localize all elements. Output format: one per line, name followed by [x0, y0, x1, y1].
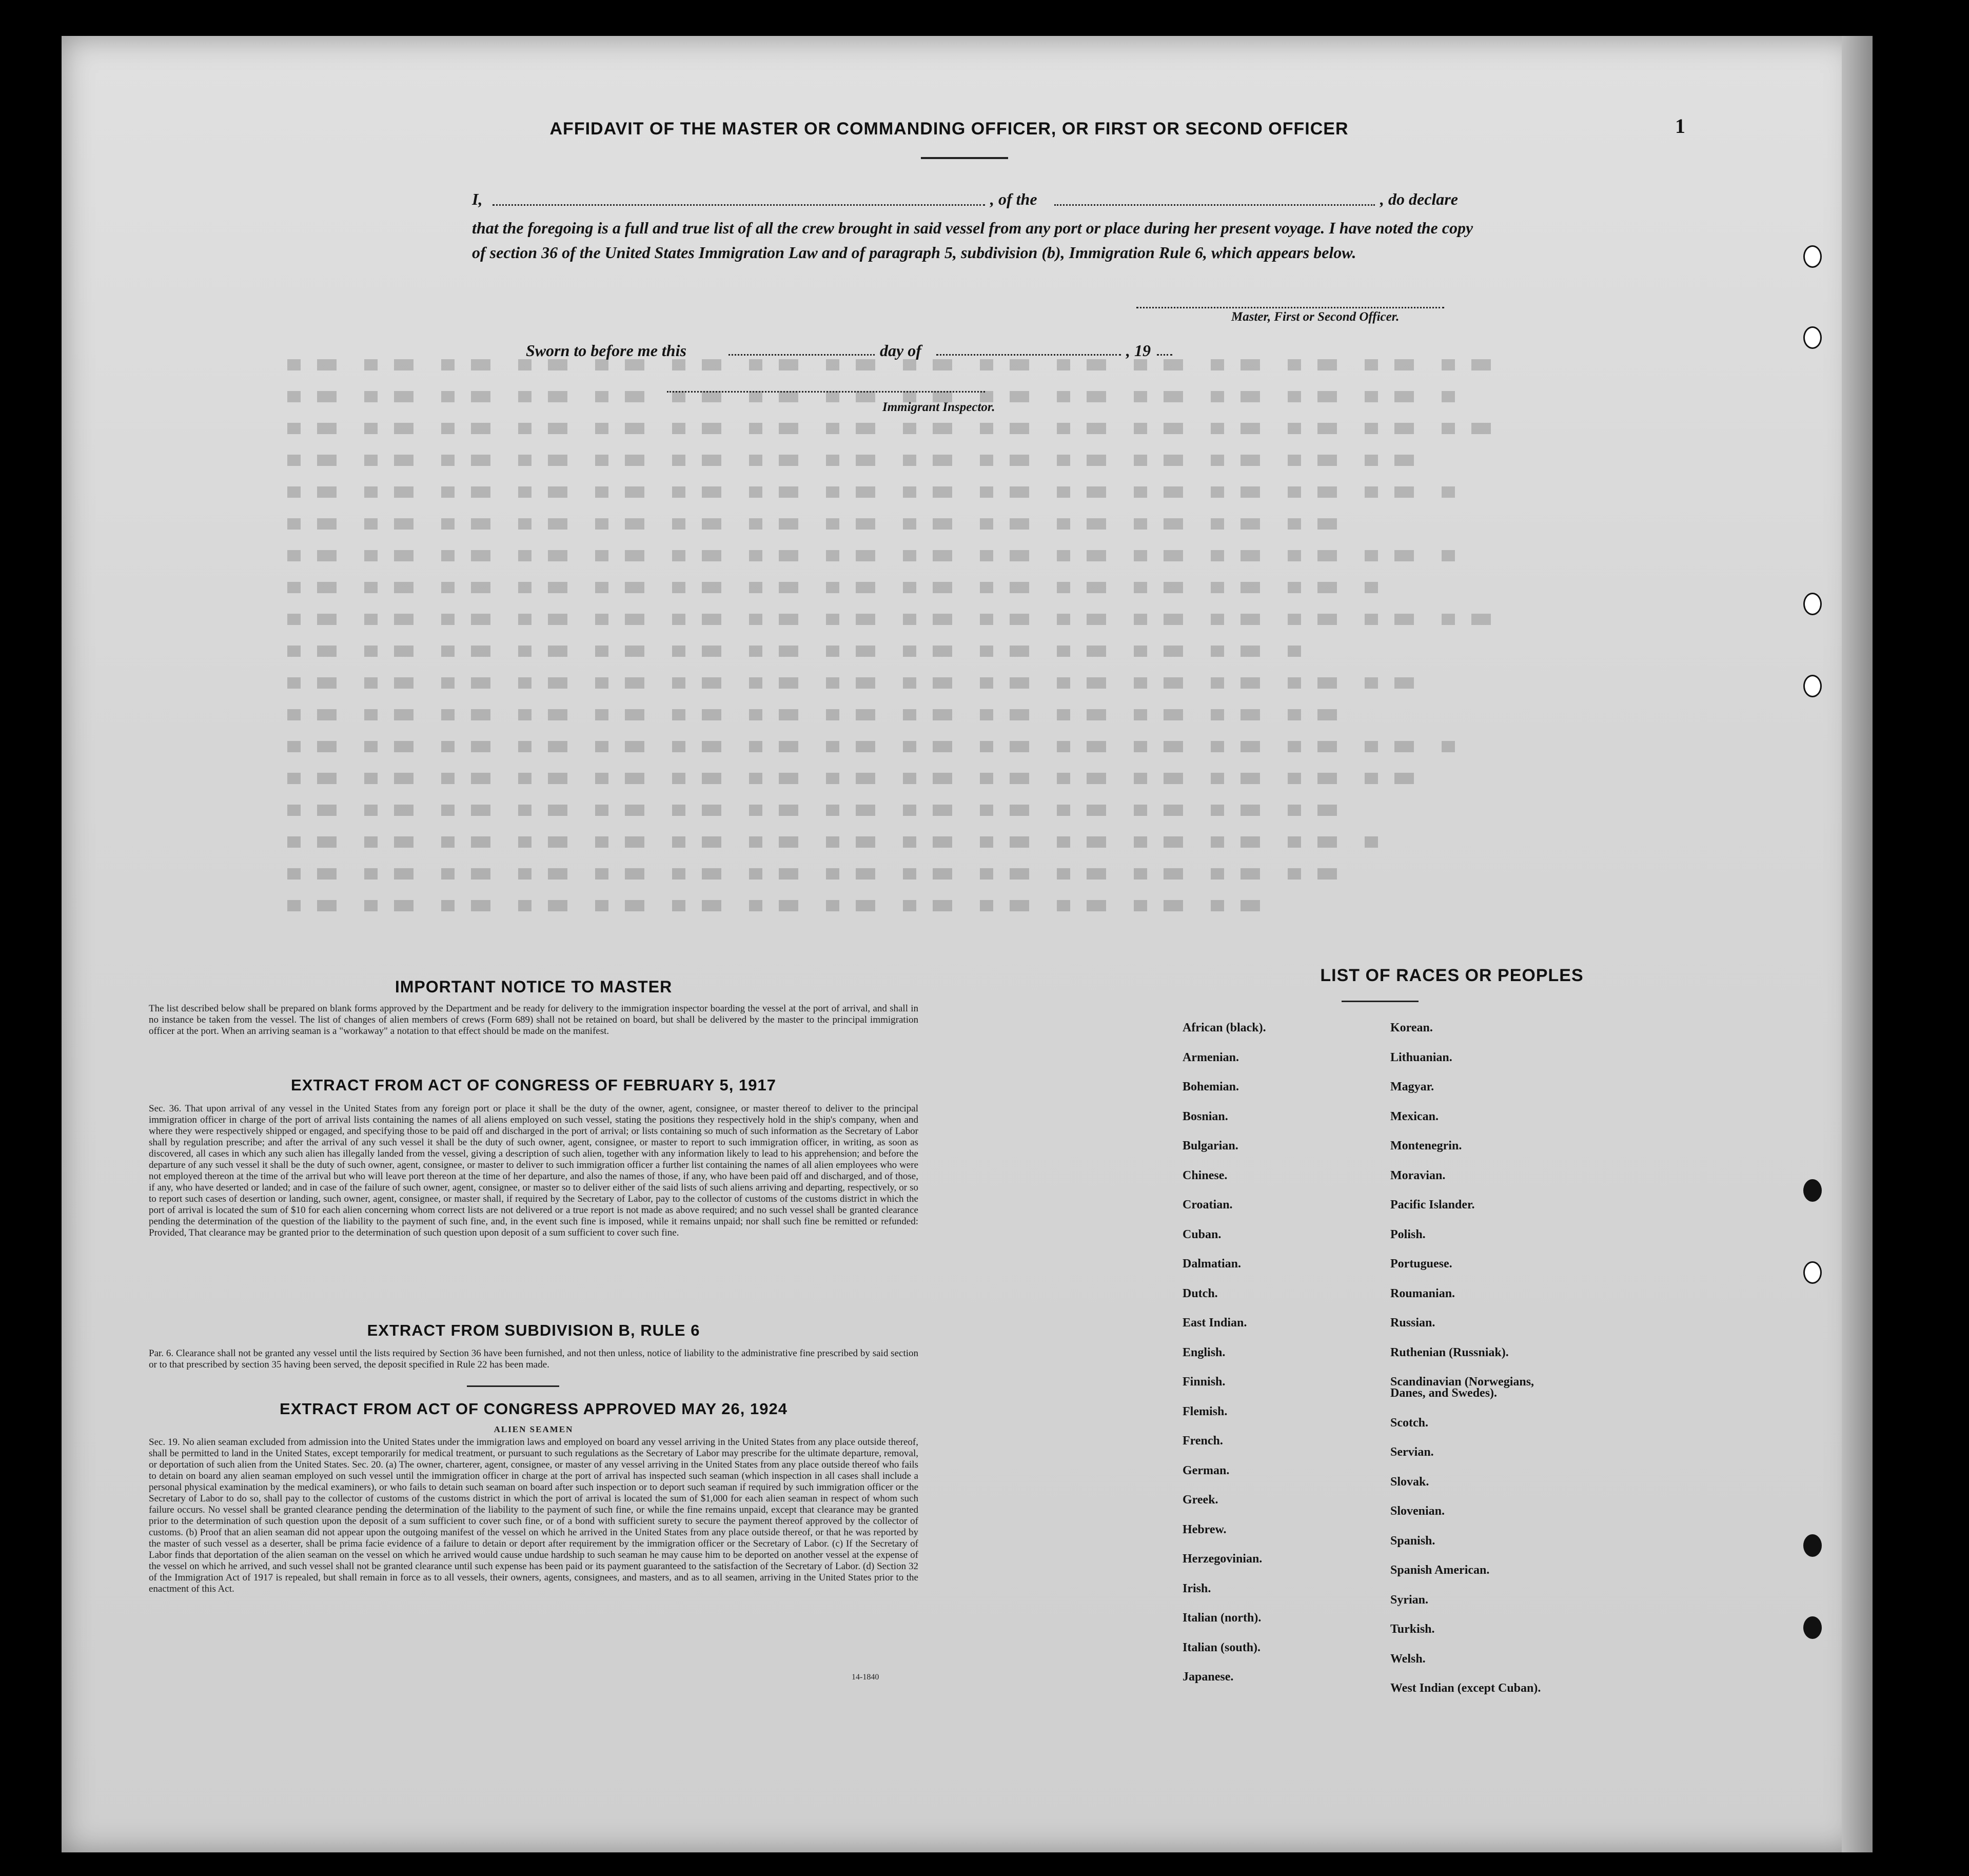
race-item: Italian (north).	[1183, 1611, 1262, 1625]
notice-title: IMPORTANT NOTICE TO MASTER	[395, 978, 673, 996]
extract-rule6-body: Par. 6. Clearance shall not be granted any vessel until the lists required by Section 36 have been furnished, and not then unless, notice of liability to the administrative fine prescribed by said section or to that prescribed by section 35 having been served, the deposit specified in Rule 22 has been made.	[149, 1348, 918, 1370]
race-item: Bulgarian.	[1183, 1139, 1238, 1152]
declaration-i: I,	[472, 190, 483, 208]
race-item: Lithuanian.	[1390, 1050, 1452, 1064]
punch-hole	[1803, 326, 1822, 349]
name-blank[interactable]	[493, 204, 985, 206]
races-rule	[1342, 1001, 1419, 1002]
race-item: Russian.	[1390, 1316, 1435, 1330]
race-item: Danes, and Swedes).	[1390, 1386, 1498, 1400]
signature-line[interactable]	[1136, 307, 1444, 308]
year-blank[interactable]	[1157, 354, 1172, 356]
form-number: 14-1840	[852, 1673, 879, 1682]
race-item: Servian.	[1390, 1445, 1434, 1459]
race-item: French.	[1183, 1434, 1223, 1448]
race-item: Cuban.	[1183, 1227, 1222, 1241]
race-item: Herzegovinian.	[1183, 1552, 1263, 1566]
declaration-text: that the foregoing is a full and true list of all the crew brought in said vessel from any port or place during her present voyage. I have noted the copy of section 36 of the United States Immigration Law and of paragraph 5, subdivision (b), Immigration Rule 6, which appears below.	[472, 219, 1473, 262]
race-item: Scotch.	[1390, 1416, 1428, 1430]
race-item: Polish.	[1390, 1227, 1426, 1241]
race-item: Finnish.	[1183, 1375, 1226, 1389]
race-item: Greek.	[1183, 1493, 1218, 1507]
race-item: Ruthenian (Russniak).	[1390, 1345, 1509, 1359]
title-rule	[921, 157, 1008, 159]
alien-seamen-subtitle: ALIEN SEAMEN	[494, 1424, 574, 1434]
affidavit-title: AFFIDAVIT OF THE MASTER OR COMMANDING OFFICER, OR FIRST OR SECOND OFFICER	[549, 119, 1349, 139]
year-prefix: , 19	[1126, 341, 1151, 360]
race-item: English.	[1183, 1345, 1226, 1359]
race-item: Flemish.	[1183, 1404, 1228, 1418]
race-item: Pacific Islander.	[1390, 1198, 1475, 1211]
punch-hole	[1803, 1534, 1822, 1557]
race-item: Mexican.	[1390, 1109, 1439, 1123]
race-item: East Indian.	[1183, 1316, 1247, 1330]
races-title: LIST OF RACES OR PEOPLES	[1320, 966, 1584, 985]
race-item: Turkish.	[1390, 1623, 1435, 1636]
punch-hole	[1803, 1616, 1822, 1639]
extract-rule6-title: EXTRACT FROM SUBDIVISION B, RULE 6	[367, 1321, 700, 1339]
race-item: Slovenian.	[1390, 1504, 1445, 1518]
punch-hole	[1803, 675, 1822, 697]
day-blank[interactable]	[728, 354, 875, 356]
race-item: Moravian.	[1390, 1168, 1446, 1182]
inspector-signature-line[interactable]	[667, 391, 985, 393]
sheet-edge	[1842, 36, 1873, 1852]
extract-1924-title: EXTRACT FROM ACT OF CONGRESS APPROVED MAY 26, 1924	[280, 1400, 787, 1418]
punch-hole	[1803, 1179, 1822, 1202]
race-item: Croatian.	[1183, 1198, 1233, 1211]
race-item: Montenegrin.	[1390, 1139, 1462, 1152]
race-item: Slovak.	[1390, 1475, 1429, 1489]
race-item: Spanish.	[1390, 1534, 1435, 1548]
race-item: Irish.	[1183, 1581, 1211, 1595]
section-rule	[467, 1385, 559, 1387]
race-item: Armenian.	[1183, 1050, 1239, 1064]
signature-label: Master, First or Second Officer.	[1231, 310, 1400, 324]
race-item: Roumanian.	[1390, 1286, 1455, 1300]
inspector-label: Immigrant Inspector.	[882, 400, 995, 414]
race-item: Bosnian.	[1183, 1109, 1228, 1123]
race-item: Scandinavian (Norwegians,	[1390, 1375, 1534, 1389]
race-item: German.	[1183, 1463, 1230, 1477]
race-item: Dutch.	[1183, 1286, 1218, 1300]
page-number-mark: 1	[1675, 114, 1685, 138]
punch-hole	[1803, 593, 1822, 615]
race-item: African (black).	[1183, 1021, 1266, 1034]
day-of-text: day of	[880, 341, 921, 360]
race-item: Japanese.	[1183, 1670, 1234, 1684]
race-item: Italian (south).	[1183, 1640, 1261, 1654]
declaration-of-the: , of the	[990, 190, 1037, 208]
vessel-blank[interactable]	[1054, 204, 1375, 206]
punch-hole	[1803, 245, 1822, 268]
extract-1924-body: Sec. 19. No alien seaman excluded from admission into the United States under the immigration laws and employed on board any vessel arriving in the United States from any place outside thereof, shall be permitted to land in the United States, except temporarily for medical treatment, or pursuant to such regulations as the Secretary of Labor may prescribe for the ultimate departure, removal, or deportation of such alien from the United States. Sec. 20. (a) The owner, charterer, agent, consignee, or master of any vessel arriving in the United States from any place outside thereof who fails to detain on board any alien seaman employed on such vessel until the immigration officer in charge at the port of arrival has inspected such seaman (which inspection in all cases shall include a personal physical examination by the medical examiners), or who fails to detain such seaman on board after such inspection or to deport such seaman if required by such immigration officer or the Secretary of Labor to do so, shall pay to the collector of customs of the customs district in which the port of arrival is located the sum of $1,000 for each alien seaman in respect of whom such failure occurs. No vessel shall be granted clearance pending the determination of the liability to the payment of such fine, or while the fine remains unpaid, except that clearance may be granted prior to the determination of such question upon the deposit of a sum sufficient to cover such fine, or of a bond with sufficient surety to secure the payment thereof approved by the collector of customs. (b) Proof that an alien seaman did not appear upon the outgoing manifest of the vessel on which he arrived in the United States from any place outside thereof, or that he was reported by the master of such vessel as a deserter, shall be prima facie evidence of a failure to detain or deport after requirement by the immigration officer or the Secretary of Labor. (c) If the Secretary of Labor finds that deportation of the alien seaman on the vessel on which he arrived would cause undue hardship to such seaman he may cause him to be deported on another vessel at the expense of the vessel on which he arrived, and such vessel shall not be granted clearance until such expense has been paid or its payment guaranteed to the satisfaction of the Secretary of Labor. (d) Section 32 of the Immigration Act of 1917 is repealed, but shall remain in force as to all vessels, their owners, agents, consignees, and masters, and as to all seamen, arriving in the United States prior to the enactment of this Act.	[149, 1437, 918, 1594]
sworn-text: Sworn to before me this	[526, 341, 686, 360]
notice-body: The list described below shall be prepared on blank forms approved by the Department and be ready for delivery to the immigration inspector boarding the vessel at the port of arrival, and shall in no instance be taken from the vessel. The list of changes of alien members of crews (Form 689) shall not be retained on board, but shall be delivered by the master to the principal immigration officer at the port. When an arriving seaman is a "workaway" a notation to that effect should be made on the manifest.	[149, 1003, 918, 1037]
race-item: Portuguese.	[1390, 1257, 1452, 1271]
extract-1917-body: Sec. 36. That upon arrival of any vessel in the United States from any foreign port or place it shall be the duty of the owner, agent, consignee, or master thereof to deliver to the principal immigration officer in charge of the port of arrival lists containing the names of all aliens employed on such vessel, stating the positions they respectively hold in the ship's company, when and where they were respectively shipped or engaged, and specifying those to be paid off and discharged in the port of arrival; or lists containing so much of such information as the Secretary of Labor shall by regulation prescribe; and after the arrival of any such vessel it shall be the duty of such owner, agent, consignee, or master to report to such immigration officer, in writing, as soon as discovered, all cases in which any such alien has illegally landed from the vessel, giving a description of such alien, together with any information likely to lead to his apprehension; and before the departure of any such vessel it shall be the duty of such owner, agent, consignee, or master to deliver to such immigration officer a further list containing the names of all alien employees who were not employed thereon at the time of the arrival but who will leave port thereon at the time of her departure, and also the names of those, if any, who have been paid off and discharged, and of those, if any, who have deserted or landed; and in case of the failure of such owner, agent, consignee, or master so to deliver either of the said lists of such aliens arriving and departing, respectively, or so to report such cases of desertion or landing, such owner, agent, consignee, or master shall, if required by the Secretary of Labor, pay to the collector of customs of the customs district in which the port of arrival is located the sum of $10 for each alien concerning whom correct lists are not delivered or a true report is not made as above required; and no such vessel shall be granted clearance pending the determination of the question of the liability to the payment of such fine, and, in the event such fine is imposed, while it remains unpaid; nor shall such fine be remitted or refunded: Provided, That clearance may be granted prior to the determination of such question upon deposit of a sum sufficient to cover such fine.	[149, 1103, 918, 1238]
race-item: West Indian (except Cuban).	[1390, 1682, 1541, 1695]
race-item: Syrian.	[1390, 1593, 1429, 1607]
race-item: Korean.	[1390, 1021, 1433, 1034]
race-item: Welsh.	[1390, 1652, 1426, 1666]
extract-1917-title: EXTRACT FROM ACT OF CONGRESS OF FEBRUARY 5, 1917	[291, 1076, 776, 1094]
race-item: Dalmatian.	[1183, 1257, 1241, 1271]
race-item: Spanish American.	[1390, 1564, 1490, 1577]
month-blank[interactable]	[936, 354, 1121, 356]
race-item: Magyar.	[1390, 1080, 1434, 1093]
race-item: Chinese.	[1183, 1168, 1228, 1182]
punch-hole	[1803, 1261, 1822, 1284]
race-item: Hebrew.	[1183, 1522, 1227, 1536]
declaration-do-declare: , do declare	[1380, 190, 1458, 208]
race-item: Bohemian.	[1183, 1080, 1239, 1093]
